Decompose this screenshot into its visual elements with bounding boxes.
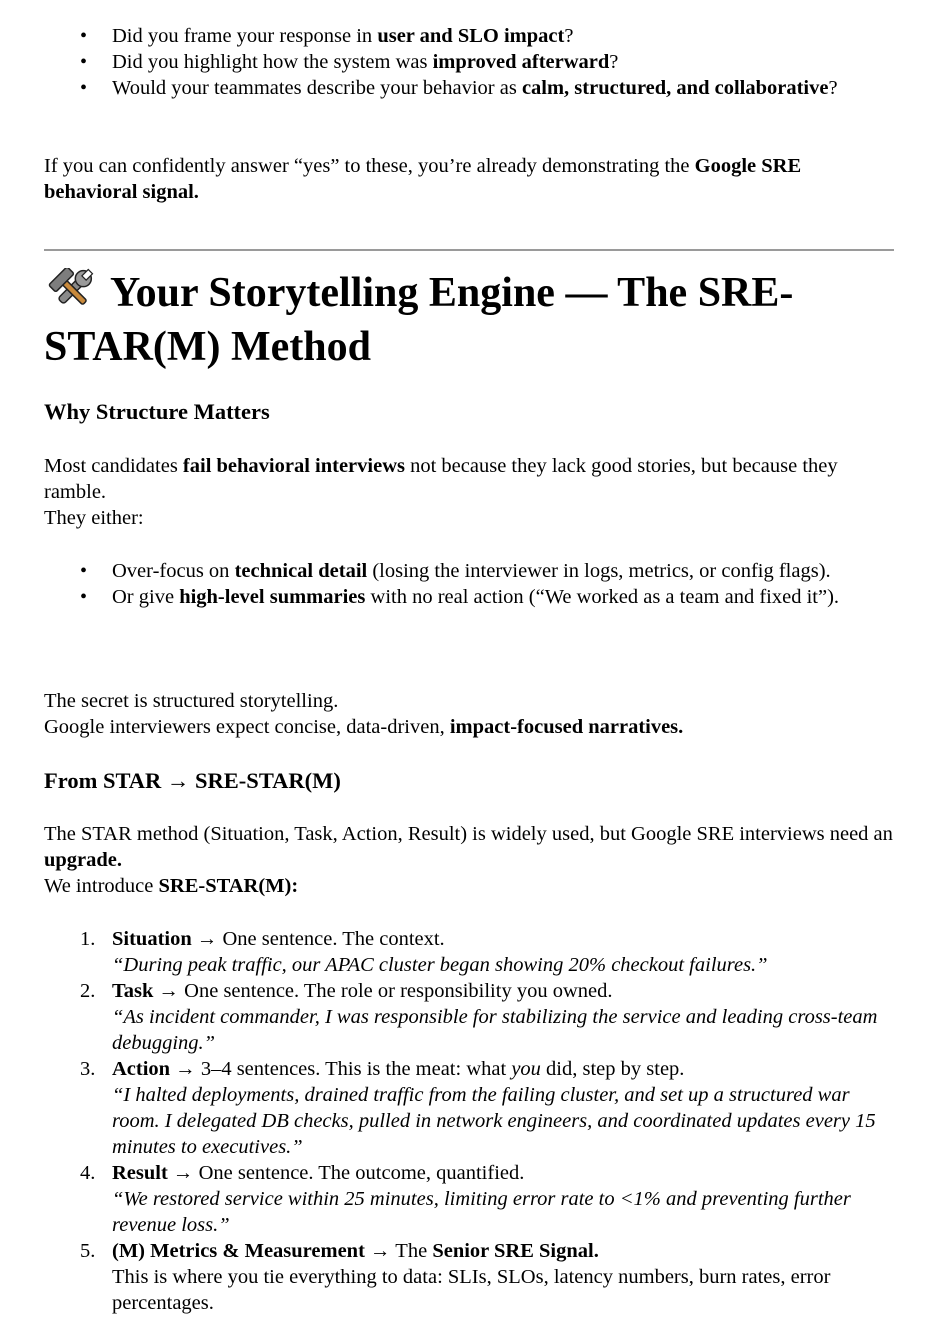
sre-star-steps (44, 926, 896, 1316)
list-item: • Would your teammates describe your behavior as calm, structured, and collaborative? (44, 75, 896, 101)
why-intro: Most candidates fail behavioral interviews not because they lack good stories, but because they ramble. They either: (44, 455, 838, 529)
page-title: Your Storytelling Engine — The SRE-STAR(M) Method (44, 266, 896, 374)
list-item: • Did you frame your response in user and SLO impact? (44, 23, 896, 49)
list-item: • Or give high-level summaries with no real action (“We worked as a team and fixed it”). (44, 584, 896, 610)
checklist (44, 23, 896, 101)
why-structure-heading: Why Structure Matters (44, 399, 270, 424)
list-item: 1. Situation → One sentence. The context. “During peak traffic, our APAC cluster began showing 20% checkout failures.” (80, 928, 768, 976)
from-star-heading: From STAR → SRE-STAR(M) (44, 768, 341, 793)
list-item: 2. Task → One sentence. The role or responsibility you owned. “As incident commander, I was responsible for stabilizing the service and leading cross-team debugging.” (80, 980, 878, 1054)
list-item: • Did you highlight how the system was improved afterward? (44, 49, 896, 75)
why-bullets (44, 558, 896, 610)
list-item: • Over-focus on technical detail (losing the interviewer in logs, metrics, or config flags). (44, 558, 896, 584)
list-item: 5. (M) Metrics & Measurement → The Senior SRE Signal. This is where you tie everything to data: SLIs, SLOs, latency numbers, burn rates, error percentages. (80, 1240, 831, 1314)
list-item: 3. Action → 3–4 sentences. This is the meat: what you did, step by step. “I halted deployments, drained traffic from the failing cluster, and set up a structured war room. I delegated DB checks, pulled in network engineers, and coordinated updates every 15 minutes to executives.” (80, 1058, 876, 1158)
from-star-intro: The STAR method (Situation, Task, Action, Result) is widely used, but Google SRE interviews need an upgrade. We introduce SRE-STAR(M): (44, 823, 893, 897)
why-secret: The secret is structured storytelling. Google interviewers expect concise, data-driven, impact-focused narratives. (44, 690, 684, 738)
checklist-conclusion: If you can confidently answer “yes” to these, you’re already demonstrating the Google SRE behavioral signal. (44, 155, 802, 203)
list-item: 4. Result → One sentence. The outcome, quantified. “We restored service within 25 minutes, limiting error rate to <1% and preventing further revenue loss.” (80, 1162, 851, 1236)
section-divider (44, 249, 894, 251)
hammer-and-wrench-icon (44, 268, 100, 312)
